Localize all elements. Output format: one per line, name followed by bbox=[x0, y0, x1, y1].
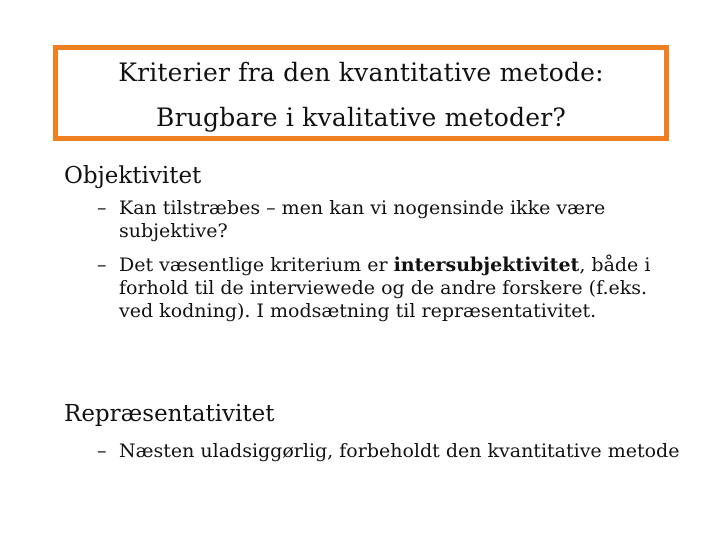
bullet-item bbox=[97, 254, 687, 323]
bullet-text: Kan tilstræbes – men kan vi nogensinde ikke være subjektive? bbox=[119, 197, 606, 242]
bullet-text-pre: Det væsentlige kriterium er bbox=[119, 254, 394, 276]
bullet-item bbox=[97, 440, 687, 463]
slide-title-box bbox=[53, 45, 669, 141]
bullet-text bbox=[119, 254, 687, 323]
bullet-text: Næsten uladsiggørlig, forbeholdt den kvantitative metode bbox=[119, 440, 680, 462]
bullet-item bbox=[97, 197, 687, 243]
section-heading-repraesentativitet: Repræsentativitet bbox=[64, 401, 275, 427]
slide-title-line-1: Kriterier fra den kvantitative metode: bbox=[118, 58, 604, 87]
bullet-dash: – bbox=[97, 254, 107, 276]
bullet-dash: – bbox=[97, 440, 107, 462]
bullet-text-post: , både i forhold til de interviewede og de andre forskere (f.eks. ved kodning). I modsætning til repræsentativitet. bbox=[119, 254, 651, 322]
section-heading-objektivitet: Objektivitet bbox=[64, 163, 202, 189]
bullet-dash: – bbox=[97, 197, 107, 219]
slide-title-line-2: Brugbare i kvalitative metoder? bbox=[156, 103, 566, 132]
bullet-text-emphasis: intersubjektivitet bbox=[393, 254, 580, 276]
